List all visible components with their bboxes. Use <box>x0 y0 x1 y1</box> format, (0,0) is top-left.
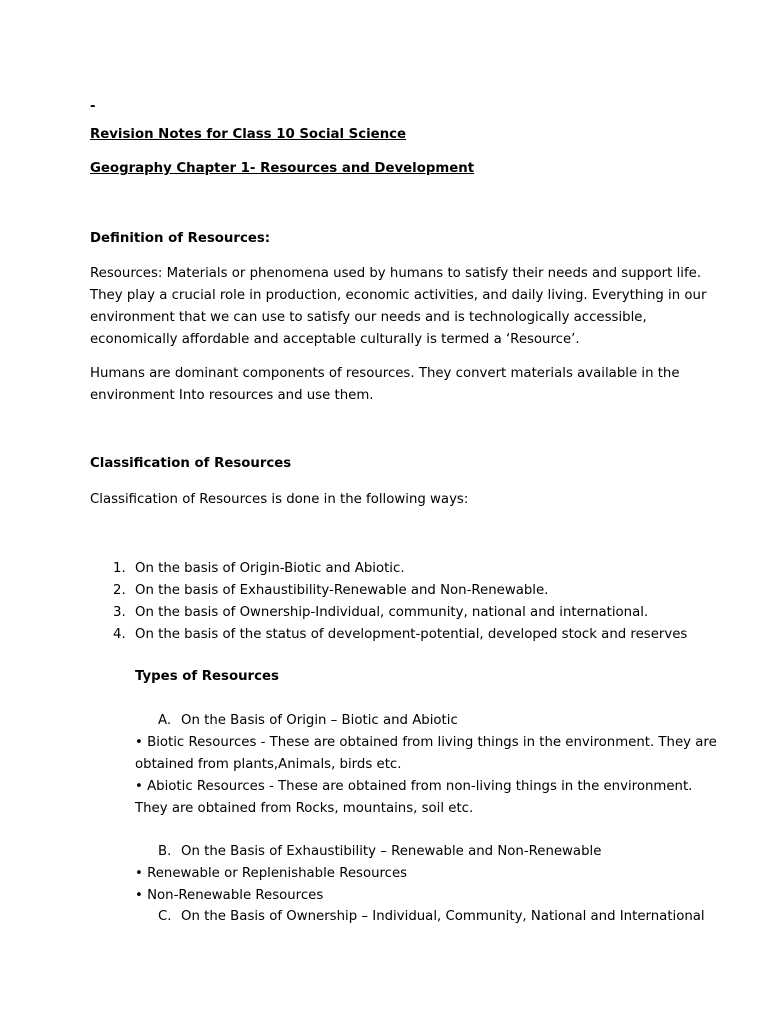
definition-para1-line: Resources: Materials or phenomena used by humans to satisfy their needs and support life. <box>90 266 702 281</box>
list-item: On the basis of Origin-Biotic and Abiotic. <box>135 561 405 576</box>
types-heading: Types of Resources <box>135 669 279 684</box>
list-number: 2. <box>113 583 126 598</box>
document-title: Revision Notes for Class 10 Social Science <box>90 127 407 142</box>
list-item: On the basis of the status of development-potential, developed stock and reserves <box>135 627 688 642</box>
sublist-item: On the Basis of Ownership – Individual, Community, National and International <box>181 909 705 924</box>
document-subtitle: Geography Chapter 1- Resources and Development <box>90 161 475 176</box>
dash-mark: - <box>90 99 96 114</box>
list-item: On the basis of Ownership-Individual, community, national and international. <box>135 605 649 620</box>
definition-para1-line: They play a crucial role in production, economic activities, and daily living. Everything in our <box>90 288 707 303</box>
list-item: On the basis of Exhaustibility-Renewable and Non-Renewable. <box>135 583 549 598</box>
list-number: 1. <box>113 561 126 576</box>
sublist-item: On the Basis of Origin – Biotic and Abiotic <box>181 713 458 728</box>
bullet-line: • Abiotic Resources - These are obtained from non-living things in the environment. <box>135 779 693 794</box>
list-number: 4. <box>113 627 126 642</box>
bullet-line: obtained from plants,Animals, birds etc. <box>135 757 402 772</box>
bullet-line: • Renewable or Replenishable Resources <box>135 866 408 881</box>
bullet-line: • Non-Renewable Resources <box>135 888 324 903</box>
sublist-letter: A. <box>158 713 172 728</box>
sublist-item: On the Basis of Exhaustibility – Renewable and Non-Renewable <box>181 844 602 859</box>
definition-para2-line: Humans are dominant components of resources. They convert materials available in the <box>90 366 680 381</box>
classification-intro: Classification of Resources is done in the following ways: <box>90 492 469 507</box>
bullet-line: • Biotic Resources - These are obtained from living things in the environment. They are <box>135 735 717 750</box>
definition-para1-line: economically affordable and acceptable culturally is termed a ‘Resource’. <box>90 332 580 347</box>
definition-para1-line: environment that we can use to satisfy our needs and is technologically accessible, <box>90 310 647 325</box>
classification-heading: Classification of Resources <box>90 456 292 471</box>
sublist-letter: C. <box>158 909 172 924</box>
definition-para2-line: environment Into resources and use them. <box>90 388 374 403</box>
bullet-line: They are obtained from Rocks, mountains, soil etc. <box>135 801 474 816</box>
definition-heading: Definition of Resources: <box>90 231 271 246</box>
sublist-letter: B. <box>158 844 172 859</box>
list-number: 3. <box>113 605 126 620</box>
